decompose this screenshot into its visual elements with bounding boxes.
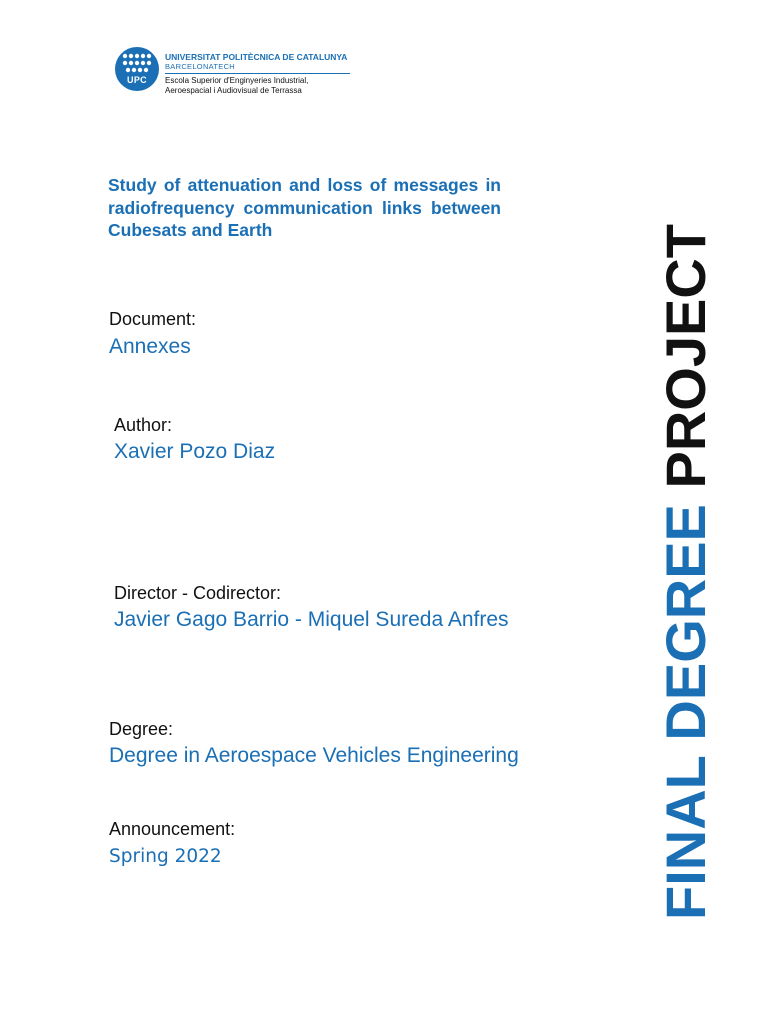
project-title: Study of attenuation and loss of messages in radiofrequency communication links between Cubesats and Earth bbox=[108, 175, 501, 240]
school-line-1: Escola Superior d'Enginyeries Industrial, bbox=[165, 76, 309, 85]
logo-mark-text: UPC bbox=[127, 75, 147, 85]
director-label: Director - Codirector: bbox=[114, 583, 282, 603]
banner-part-project: PROJECT bbox=[654, 224, 717, 489]
university-subbrand: BARCELONATECH bbox=[165, 62, 236, 71]
logo-divider bbox=[165, 73, 350, 74]
dots-grid-icon bbox=[122, 53, 152, 73]
banner-part-final-degree: FINAL DEGREE bbox=[654, 488, 717, 920]
announcement-label: Announcement: bbox=[109, 819, 236, 839]
university-logo bbox=[115, 45, 355, 95]
degree-value: Degree in Aeroespace Vehicles Engineering bbox=[109, 744, 519, 767]
university-name: UNIVERSITAT POLITÈCNICA DE CATALUNYA bbox=[165, 52, 348, 62]
document-label: Document: bbox=[109, 309, 197, 329]
director-value: Javier Gago Barrio - Miquel Sureda Anfres bbox=[114, 608, 509, 631]
school-line-2: Aeroespacial i Audiovisual de Terrassa bbox=[165, 86, 302, 95]
degree-label: Degree: bbox=[109, 719, 174, 739]
author-value: Xavier Pozo Diaz bbox=[114, 440, 276, 463]
final-degree-project-banner bbox=[656, 224, 716, 920]
upc-emblem-icon bbox=[115, 47, 159, 91]
document-value: Annexes bbox=[109, 335, 191, 358]
logo-text bbox=[165, 52, 355, 96]
author-label: Author: bbox=[114, 415, 173, 435]
announcement-value: Spring 2022 bbox=[109, 846, 222, 867]
